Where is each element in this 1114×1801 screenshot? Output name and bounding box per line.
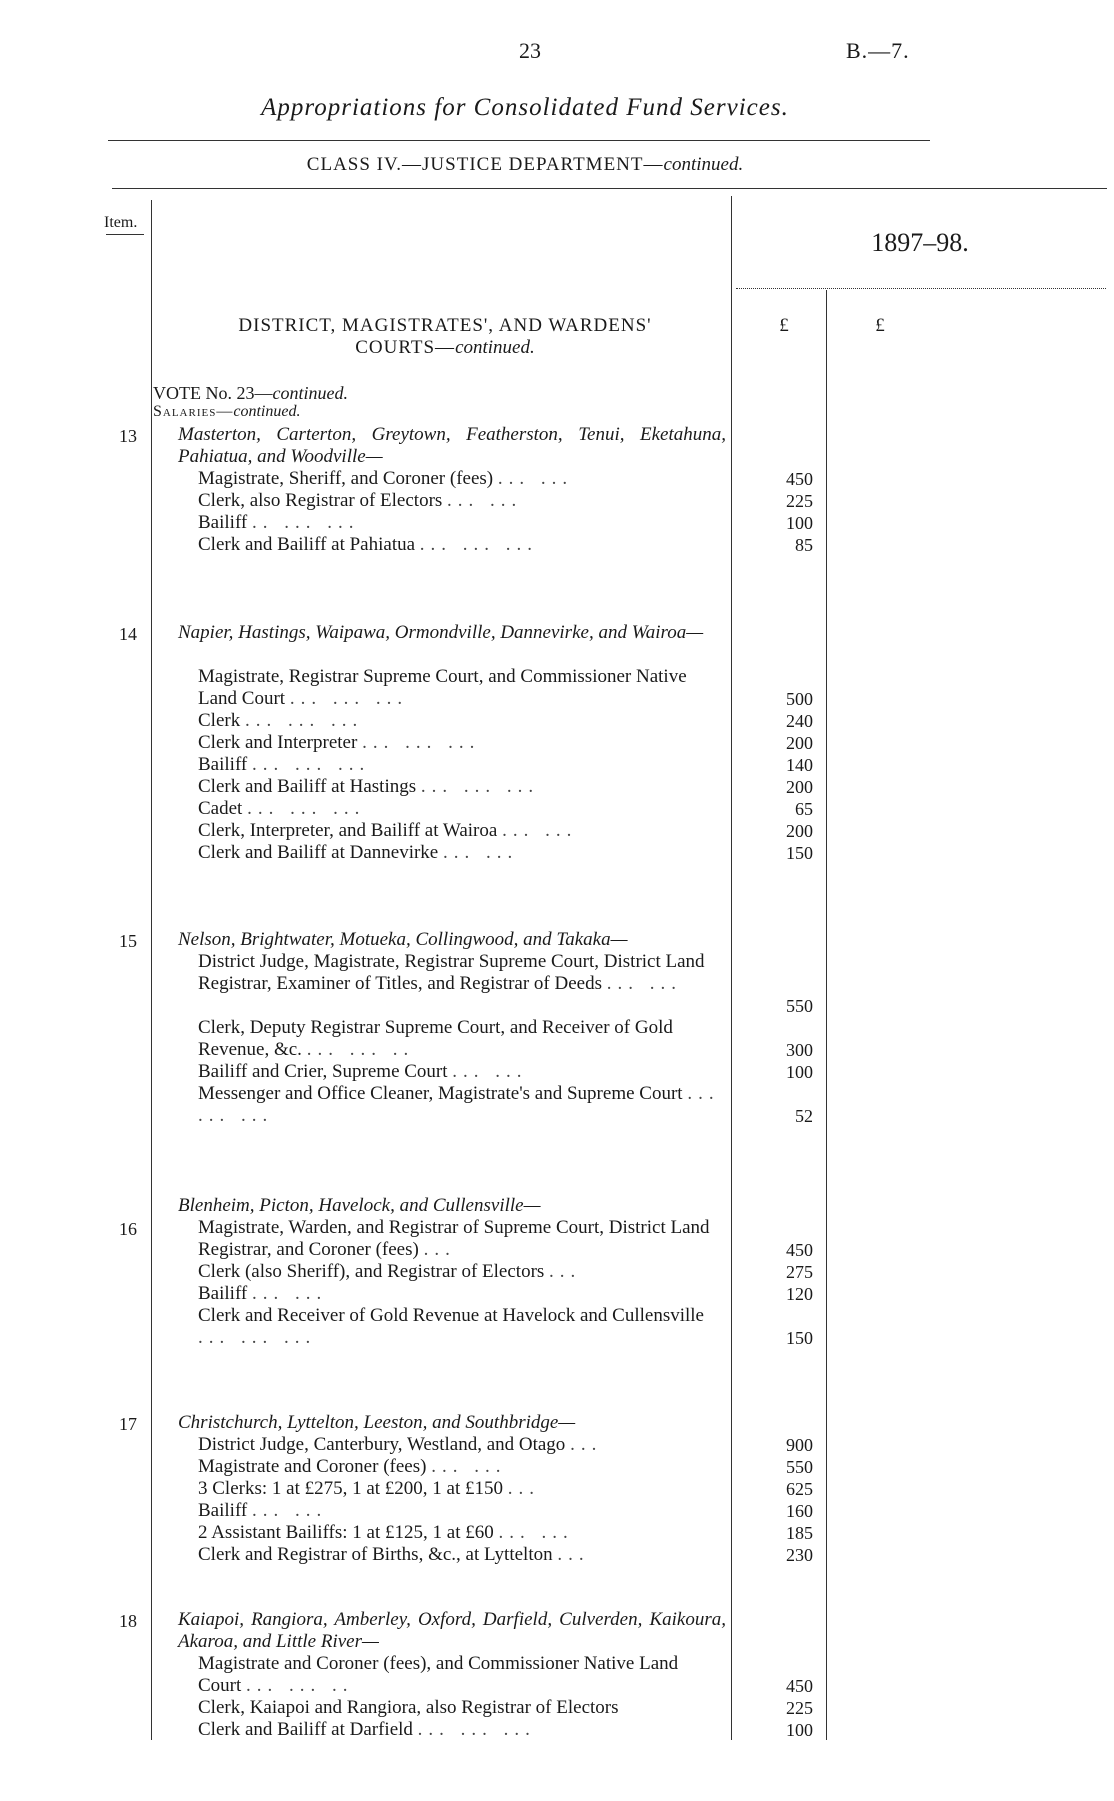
entry-amount: 500 xyxy=(786,689,813,709)
entry-amount: 120 xyxy=(786,1284,813,1304)
entry-leader: ... ... ... xyxy=(417,1719,536,1740)
entry-label: District Judge, Magistrate, Registrar Supreme Court, District Land Registrar, Examiner of Titles, and Registrar of Deeds xyxy=(198,951,705,994)
entry-label: Clerk xyxy=(198,710,241,731)
entry-label: Magistrate, Sheriff, and Coroner (fees) xyxy=(198,468,494,489)
paper-reference: B.—7. xyxy=(846,38,910,63)
entry-amount: 100 xyxy=(786,1062,813,1082)
entry-label: Magistrate, Registrar Supreme Court, and Commissioner Native Land Court xyxy=(198,666,687,709)
vote-heading xyxy=(153,383,348,404)
entry-leader: ... xyxy=(507,1478,541,1499)
entry-label: Magistrate, Warden, and Registrar of Supreme Court, District Land Registrar, and Coroner (fees) xyxy=(198,1217,710,1260)
item-column-heading: Item. xyxy=(104,214,138,231)
entry-amount: 65 xyxy=(795,799,813,819)
entry-label: Messenger and Office Cleaner, Magistrate's and Supreme Court xyxy=(198,1083,683,1104)
entry-amount: 100 xyxy=(786,513,813,533)
district-places: Kaiapoi, Rangiora, Amberley, Oxford, Darfield, Culverden, Kaikoura, Akaroa, and Little River— xyxy=(178,1609,726,1652)
entry-leader: ... ... xyxy=(447,490,523,511)
entry-amount: 185 xyxy=(786,1523,813,1543)
entry-label: Bailiff and Crier, Supreme Court xyxy=(198,1061,448,1082)
entry-label: Clerk and Interpreter xyxy=(198,732,358,753)
section-heading-line2 xyxy=(160,337,730,359)
salary-entry xyxy=(198,490,724,512)
entry-label: Clerk, Kaiapoi and Rangiora, also Registrar of Electors xyxy=(198,1697,619,1718)
item-number: 17 xyxy=(119,1414,137,1434)
entry-leader: ... ... ... xyxy=(419,534,539,555)
entry-leader: ... ... xyxy=(497,468,574,489)
section-heading-courts: COURTS— xyxy=(355,337,456,358)
entry-label: Clerk and Registrar of Births, &c., at Lyttelton xyxy=(198,1544,553,1565)
entry-leader: ... ... ... xyxy=(362,732,481,753)
entry-amount: 52 xyxy=(795,1106,813,1126)
entry-label: Bailiff xyxy=(198,1283,248,1304)
entry-label: Magistrate and Coroner (fees) xyxy=(198,1456,427,1477)
salary-entry xyxy=(198,1500,724,1522)
class-heading-continued: continued. xyxy=(663,154,744,175)
entry-label: Clerk (also Sheriff), and Registrar of Electors xyxy=(198,1261,545,1282)
page-title: Appropriations for Consolidated Fund Services. xyxy=(261,94,789,121)
salaries-label: Salaries— xyxy=(153,403,234,420)
entry-amount: 150 xyxy=(786,843,813,863)
entry-amount: 200 xyxy=(786,821,813,841)
entry-leader: ... ... ... xyxy=(198,1083,720,1126)
entry-label: 3 Clerks: 1 at £275, 1 at £200, 1 at £150 xyxy=(198,1478,504,1499)
district-places: Masterton, Carterton, Greytown, Featherston, Tenui, Eketahuna, Pahiatua, and Woodville— xyxy=(178,424,726,467)
entry-leader: ... xyxy=(570,1434,603,1455)
salary-entry xyxy=(198,534,724,556)
title-rule xyxy=(108,140,930,141)
entry-label: Clerk, Deputy Registrar Supreme Court, and Receiver of Gold Revenue, &c. xyxy=(198,1017,673,1060)
entry-amount: 450 xyxy=(786,1240,813,1260)
entry-leader: ... ... xyxy=(498,1522,574,1543)
entry-amount: 625 xyxy=(786,1479,813,1499)
item-number: 14 xyxy=(119,624,137,644)
entry-leader: ... ... xyxy=(452,1061,528,1082)
salary-entry xyxy=(198,1305,724,1349)
entry-amount: 150 xyxy=(786,1328,813,1348)
item-number: 18 xyxy=(119,1611,137,1631)
entry-leader: ... ... ... xyxy=(289,688,409,709)
item-number: 16 xyxy=(119,1219,137,1239)
text-column-rule xyxy=(731,196,732,1740)
entry-leader: ... ... xyxy=(431,1456,507,1477)
entry-amount: 225 xyxy=(786,1698,813,1718)
entry-label: 2 Assistant Bailiffs: 1 at £125, 1 at £60 xyxy=(198,1522,494,1543)
salary-entry xyxy=(198,1719,724,1741)
entry-amount: 200 xyxy=(786,733,813,753)
table-top-rule xyxy=(112,188,1107,189)
salary-entry xyxy=(198,1522,724,1544)
entry-leader: ... ... xyxy=(502,820,578,841)
entry-leader: ... ... ... xyxy=(252,754,371,775)
salary-entry xyxy=(198,1544,724,1566)
salary-entry xyxy=(198,1083,724,1127)
section-heading xyxy=(160,315,730,359)
amount-column-rule xyxy=(826,290,827,1740)
entry-leader: ... ... xyxy=(252,1283,328,1304)
entry-amount: 225 xyxy=(786,491,813,511)
entry-leader: ... ... ... xyxy=(198,1327,317,1348)
entry-label: Clerk, Interpreter, and Bailiff at Wairoa xyxy=(198,820,498,841)
year-underline xyxy=(736,288,1106,289)
entry-amount: 550 xyxy=(786,996,813,1016)
entry-label: Cadet xyxy=(198,798,243,819)
salary-entry xyxy=(198,1478,724,1500)
salary-entry xyxy=(198,666,724,710)
entry-amount: 200 xyxy=(786,777,813,797)
salary-entry xyxy=(198,468,724,490)
currency-sign-right: £ xyxy=(875,315,885,336)
entry-leader: ... xyxy=(549,1261,582,1282)
salary-entry xyxy=(198,1261,724,1283)
entry-amount: 550 xyxy=(786,1457,813,1477)
vote-label: VOTE No. 23— xyxy=(153,383,273,403)
entry-amount: 300 xyxy=(786,1040,813,1060)
year-heading: 1897–98. xyxy=(871,228,969,257)
entry-label: Clerk and Bailiff at Hastings xyxy=(198,776,417,797)
entry-label: District Judge, Canterbury, Westland, and Otago xyxy=(198,1434,566,1455)
entry-amount: 450 xyxy=(786,1676,813,1696)
item-heading-dash xyxy=(106,234,144,235)
salary-entry xyxy=(198,1061,724,1083)
entry-leader: .. ... ... xyxy=(252,512,360,533)
entry-label: Clerk and Bailiff at Dannevirke xyxy=(198,842,439,863)
district-places: Nelson, Brightwater, Motueka, Collingwood, and Takaka— xyxy=(178,929,628,950)
salary-entry xyxy=(198,710,724,732)
entry-amount: 450 xyxy=(786,469,813,489)
district-places: Blenheim, Picton, Havelock, and Cullensville— xyxy=(178,1195,541,1216)
salary-entry xyxy=(198,776,724,798)
entry-amount: 85 xyxy=(795,535,813,555)
salary-entry xyxy=(198,1697,724,1719)
section-heading-line1: DISTRICT, MAGISTRATES', AND WARDENS' xyxy=(238,315,652,336)
entry-leader: ... ... .. xyxy=(306,1039,415,1060)
entry-leader: ... xyxy=(557,1544,590,1565)
entry-label: Bailiff xyxy=(198,754,248,775)
entry-amount: 275 xyxy=(786,1262,813,1282)
currency-sign-left: £ xyxy=(779,315,789,336)
entry-amount: 230 xyxy=(786,1545,813,1565)
salary-entry xyxy=(198,754,724,776)
salaries-heading xyxy=(153,403,300,421)
entry-leader: ... ... .. xyxy=(246,1675,354,1696)
entry-label: Clerk, also Registrar of Electors xyxy=(198,490,443,511)
item-column-rule xyxy=(151,200,152,1740)
class-heading xyxy=(0,154,1050,176)
salaries-continued: continued. xyxy=(233,403,301,420)
entry-amount: 140 xyxy=(786,755,813,775)
entry-label: Bailiff xyxy=(198,512,248,533)
salary-entry xyxy=(198,732,724,754)
entry-leader: ... ... ... xyxy=(244,710,364,731)
salary-entry xyxy=(198,512,724,534)
entry-label: Clerk and Bailiff at Darfield xyxy=(198,1719,413,1740)
salary-entry xyxy=(198,820,724,842)
entry-leader: ... ... xyxy=(252,1500,328,1521)
salary-entry xyxy=(198,1653,724,1697)
entry-leader: ... ... xyxy=(443,842,519,863)
entry-amount: 900 xyxy=(786,1435,813,1455)
page-number: 23 xyxy=(519,38,541,63)
entry-label: Bailiff xyxy=(198,1500,248,1521)
salary-entry xyxy=(198,1434,724,1456)
entry-label: Clerk and Receiver of Gold Revenue at Havelock and Cullensville xyxy=(198,1305,704,1326)
entry-leader: ... xyxy=(423,1239,456,1260)
class-heading-text: CLASS IV.—JUSTICE DEPARTMENT— xyxy=(306,154,664,175)
salary-entry xyxy=(198,951,724,995)
item-number: 15 xyxy=(119,931,137,951)
salary-entry xyxy=(198,1283,724,1305)
entry-label: Magistrate and Coroner (fees), and Commissioner Native Land Court xyxy=(198,1653,679,1696)
entry-leader: ... ... ... xyxy=(247,798,366,819)
district-places: Christchurch, Lyttelton, Leeston, and Southbridge— xyxy=(178,1412,576,1433)
salary-entry xyxy=(198,1217,724,1261)
entry-amount: 100 xyxy=(786,1720,813,1740)
entry-leader: ... ... xyxy=(606,973,682,994)
entry-amount: 160 xyxy=(786,1501,813,1521)
entry-label: Clerk and Bailiff at Pahiatua xyxy=(198,534,416,555)
district-places: Napier, Hastings, Waipawa, Ormondville, Dannevirke, and Wairoa— xyxy=(178,622,704,643)
salary-entry xyxy=(198,1017,724,1061)
salary-entry xyxy=(198,798,724,820)
salary-entry xyxy=(198,842,724,864)
entry-leader: ... ... ... xyxy=(420,776,540,797)
section-heading-continued: continued. xyxy=(455,337,535,358)
entry-amount: 240 xyxy=(786,711,813,731)
salary-entry xyxy=(198,1456,724,1478)
vote-continued: continued. xyxy=(272,383,348,403)
item-number: 13 xyxy=(119,426,137,446)
